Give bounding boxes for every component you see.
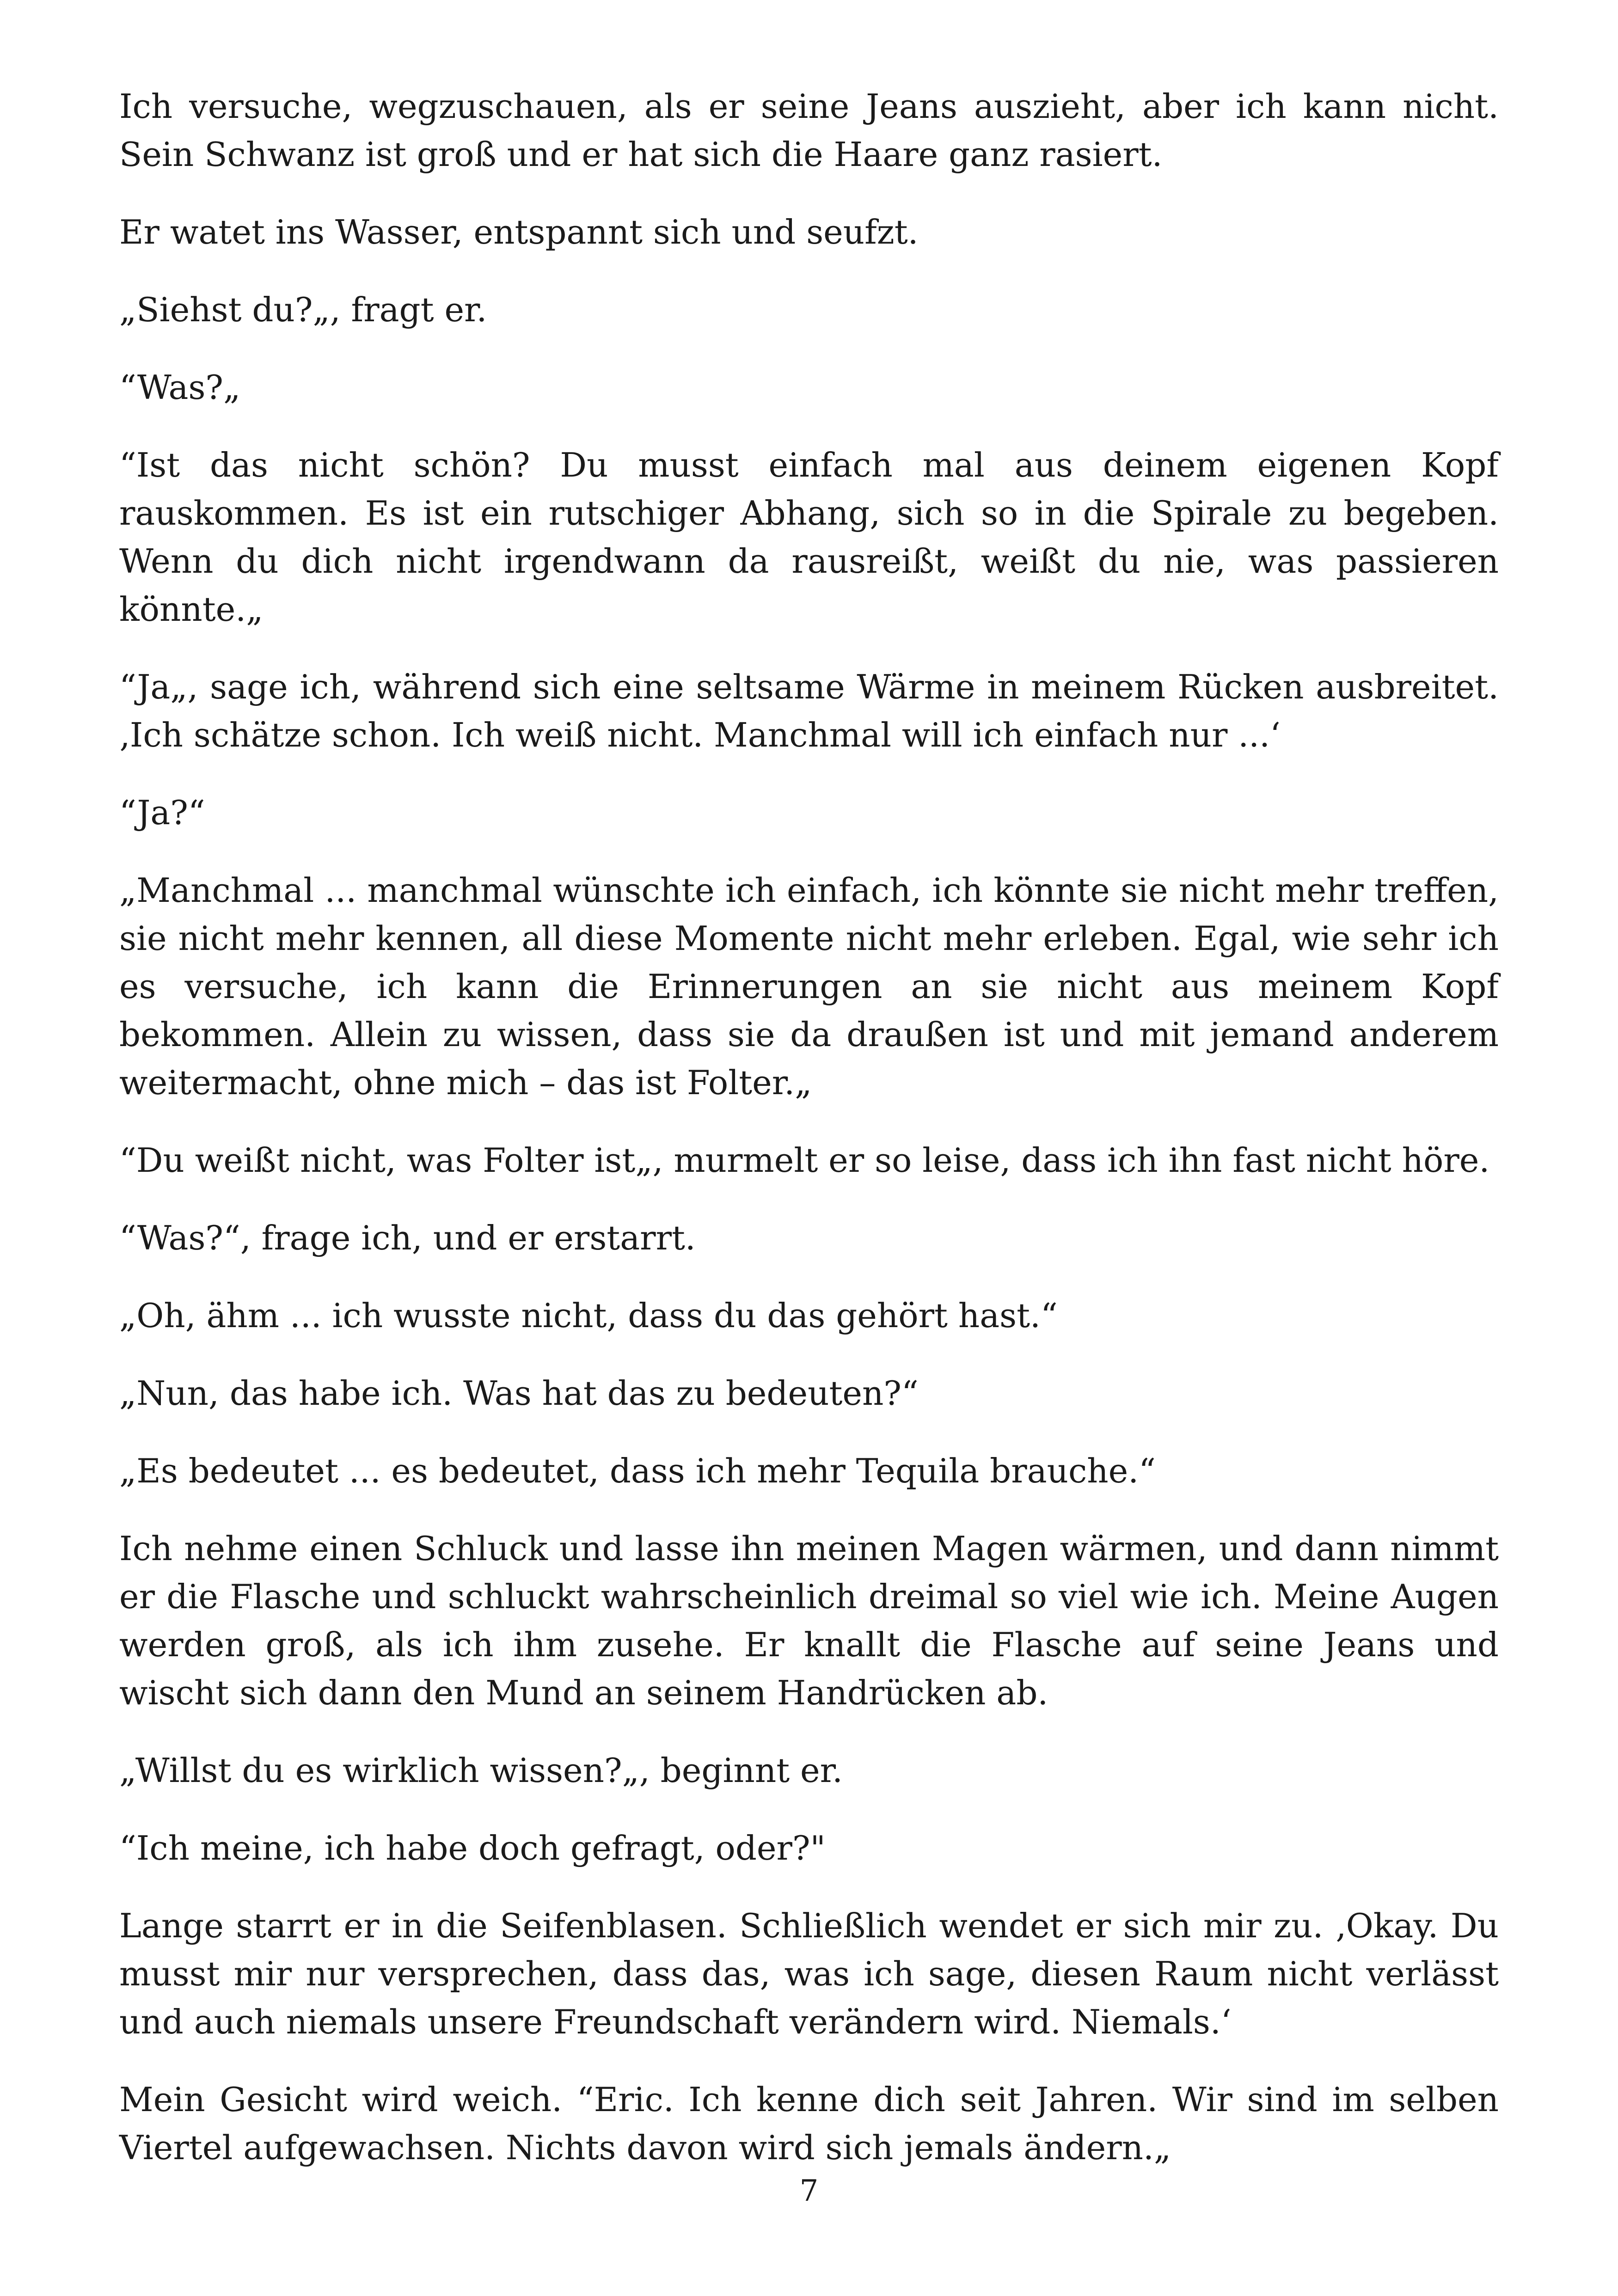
paragraph: “Was?“, frage ich, und er erstarrt. bbox=[119, 1218, 696, 1257]
paragraph: “Ist das nicht schön? Du musst einfach mal aus deinem eigenen Kopf rauskommen. Es ist ein rutschiger Abhang, sich so in die Spirale zu begeben. Wenn du dich nicht irgendwann da rausreißt, weißt du nie, was passieren könnte.„ bbox=[119, 446, 1499, 629]
paragraph: „Es bedeutet ... es bedeutet, dass ich mehr Tequila brauche.“ bbox=[119, 1451, 1156, 1490]
paragraph: Ich nehme einen Schluck und lasse ihn meinen Magen wärmen, und dann nimmt er die Flasche und schluckt wahrscheinlich dreimal so viel wie ich. Meine Augen werden groß, als ich ihm zusehe. Er knallt die Flasche auf seine Jeans und wischt sich dann den Mund an seinem Handrücken ab. bbox=[119, 1529, 1499, 1712]
paragraph: „Oh, ähm ... ich wusste nicht, dass du das gehört hast.“ bbox=[119, 1296, 1058, 1335]
paragraph: „Willst du es wirklich wissen?„, beginnt er. bbox=[119, 1751, 843, 1790]
paragraph: Mein Gesicht wird weich. “Eric. Ich kenne dich seit Jahren. Wir sind im selben Viertel aufgewachsen. Nichts davon wird sich jemals ändern.„ bbox=[119, 2080, 1499, 2167]
paragraph: “Du weißt nicht, was Folter ist„, murmelt er so leise, dass ich ihn fast nicht höre. bbox=[119, 1141, 1490, 1180]
paragraph: “Ja„, sage ich, während sich eine seltsame Wärme in meinem Rücken ausbreitet. ‚Ich schätze schon. Ich weiß nicht. Manchmal will ich einfach nur ...‘ bbox=[119, 667, 1499, 754]
paragraph: Lange starrt er in die Seifenblasen. Schließlich wendet er sich mir zu. ‚Okay. Du musst mir nur versprechen, dass das, was ich sage, diesen Raum nicht verlässt und auch niemals unsere Freundschaft verändern wird. Niemals.‘ bbox=[119, 1906, 1499, 2041]
paragraph: “Ja?“ bbox=[119, 793, 205, 832]
paragraph: “Ich meine, ich habe doch gefragt, oder?" bbox=[119, 1829, 826, 1867]
page-body bbox=[119, 82, 1499, 2201]
paragraph: Er watet ins Wasser, entspannt sich und seufzt. bbox=[119, 213, 919, 251]
paragraph: „Manchmal ... manchmal wünschte ich einfach, ich könnte sie nicht mehr treffen, sie nicht mehr kennen, all diese Momente nicht mehr erleben. Egal, wie sehr ich es versuche, ich kann die Erinnerungen an sie nicht aus meinem Kopf bekommen. Allein zu wissen, dass sie da draußen ist und mit jemand anderem weitermacht, ohne mich – das ist Folter.„ bbox=[119, 871, 1499, 1102]
paragraph: Ich versuche, wegzuschauen, als er seine Jeans auszieht, aber ich kann nicht. Sein Schwanz ist groß und er hat sich die Haare ganz rasiert. bbox=[119, 87, 1499, 174]
paragraph: „Siehst du?„, fragt er. bbox=[119, 290, 487, 329]
paragraph: „Nun, das habe ich. Was hat das zu bedeuten?“ bbox=[119, 1374, 919, 1413]
page-number: 7 bbox=[799, 2174, 819, 2208]
paragraph: “Was?„ bbox=[119, 368, 241, 407]
